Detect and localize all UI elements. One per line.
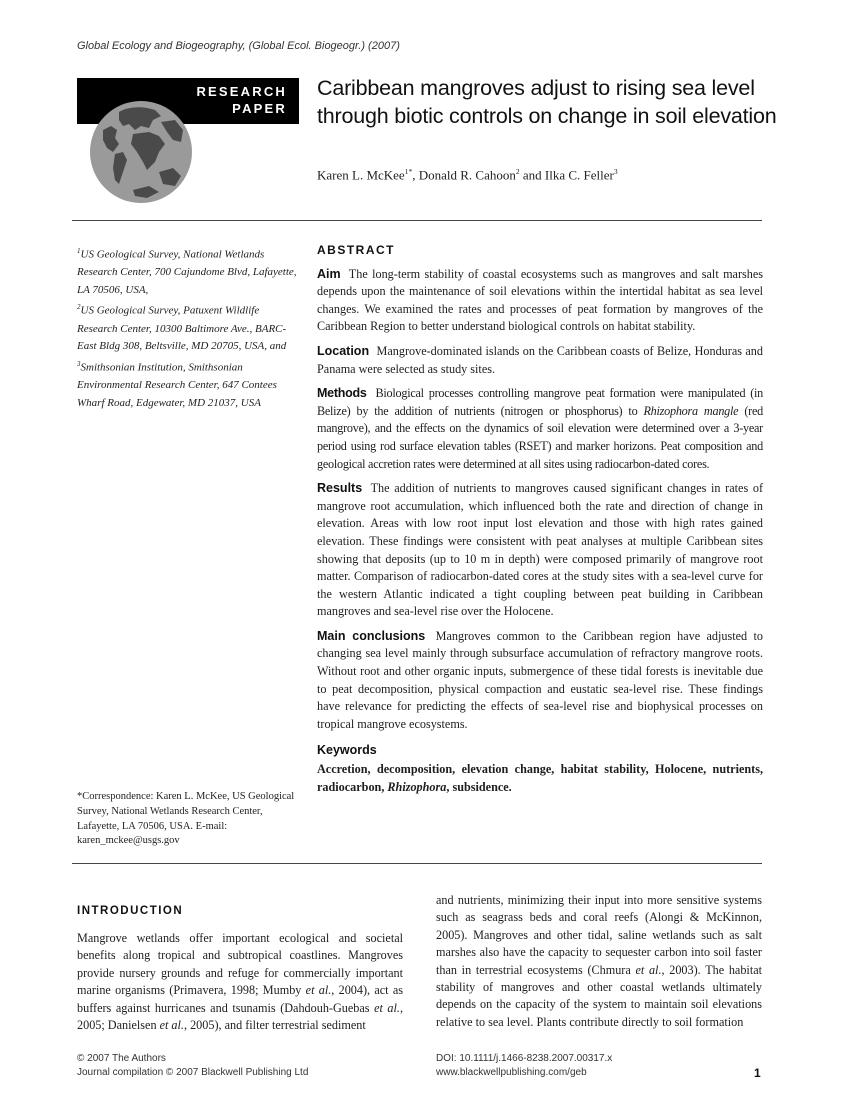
affiliation-text: US Geological Survey, Patuxent Wildlife Research Center, 10300 Baltimore Ave., BARC-East Bldg 308, Beltsville, MD 20705, USA, and xyxy=(77,305,287,353)
et-al: et al. xyxy=(635,962,662,977)
abstract-aim xyxy=(317,266,763,336)
copyright-text: © 2007 The Authors xyxy=(77,1053,166,1064)
aim-text: The long-term stability of coastal ecosystems such as mangroves and salt marshes depends upon the maintenance of soil elevations within the intertidal habitat as sea level changes. We examined the rates and processes of peat formation by mangroves of the Caribbean Region to better understand biological controls on habitat stability. xyxy=(317,266,764,334)
conclusions-label: Main conclusions xyxy=(317,628,426,643)
header-divider xyxy=(72,220,762,221)
conclusions-text: Mangroves common to the Caribbean region have adjusted to changing sea level mainly through subsurface accumulation of refractory mangrove roots. Without root and other organic inputs, submergence of these tidal forests is inevitable due to peat decomposition, physical compaction and eustatic sea-level rise. These findings have relevance for predicting the effects of sea-level rise and biophysical processes on tropical mangrove ecosystems. xyxy=(317,628,763,731)
methods-label: Methods xyxy=(317,386,367,401)
compilation-text: Journal compilation © 2007 Blackwell Publishing Ltd xyxy=(77,1067,309,1078)
species-name: Rhizophora mangle xyxy=(643,403,739,418)
affil-mark: 1 xyxy=(77,247,81,255)
badge-label xyxy=(196,83,287,117)
author-separator: , xyxy=(412,167,419,183)
author-affil-mark: 3 xyxy=(613,167,618,176)
keyword-species: Rhizophora xyxy=(387,779,447,794)
keywords-heading: Keywords xyxy=(317,743,377,758)
abstract-divider xyxy=(72,863,762,864)
et-al: et al. xyxy=(305,983,332,998)
badge-line-2: PAPER xyxy=(232,101,287,116)
author-name: Ilka C. Feller xyxy=(544,167,614,183)
keywords-text: Accretion, decomposition, elevation change, habitat stability, Holocene, nutrients, radiocarbon, xyxy=(317,762,763,794)
author-separator: and xyxy=(519,167,545,183)
author-affil-mark: 1* xyxy=(404,167,413,176)
affiliation-text: US Geological Survey, National Wetlands Research Center, 700 Cajundome Blvd, Lafayette, LA 70506, USA, xyxy=(77,248,297,296)
body-text: Mangrove wetlands offer important ecological and societal benefits along tropical and subtropical coastlines. Mangroves provide nursery grounds and refuge for commercially important marine organisms (Primavera, 1998; Mumby xyxy=(77,931,403,998)
correspondence-note: *Correspondence: Karen L. McKee, US Geological Survey, National Wetlands Research Center, Lafayette, LA 70506, USA. E-mail: karen_mckee@usgs.gov xyxy=(77,791,295,847)
running-head: Global Ecology and Biogeography, (Global Ecol. Biogeogr.) (2007) xyxy=(77,40,400,52)
body-text: , 2005), and filter terrestrial sediment xyxy=(183,1018,366,1033)
body-text: and nutrients, minimizing their input into more sensitive systems such as seagrass beds and coral reefs (Alongi & McKinnon, 2005). Mangroves and other tidal, saline wetlands such as salt marshes also have the capacity to sequester carbon into soil faster than in terrestrial ecosystems (Chmura xyxy=(436,893,762,977)
methods-text: Biological processes controlling mangrove peat formation were manipulated (in Belize) by the addition of nutrients (nitrogen or phosphorus) to xyxy=(317,386,763,418)
journal-url-link[interactable]: www.blackwellpublishing.com/geb xyxy=(436,1067,587,1078)
author-list xyxy=(317,167,618,183)
affiliations xyxy=(77,243,302,412)
aim-label: Aim xyxy=(317,266,341,281)
results-label: Results xyxy=(317,481,363,496)
results-text: The addition of nutrients to mangroves caused significant changes in rates of mangrove root accumulation, which influenced both the rate and direction of change in elevation. Areas with low root input lost elevation and those with high rates gained elevation. These findings were consistent with peat analyses at multiple Caribbean sites showing that deposits (up to 10 m in depth) were composed primarily of mangrove root matter. Comparison of radiocarbon-dated cores at the study sites with a sea-level curve for the western Atlantic indicated a tight coupling between peat building in Caribbean mangroves and sea-level rise over the Holocene. xyxy=(317,481,763,619)
intro-column-right xyxy=(436,892,762,1031)
affiliation-text: Smithsonian Institution, Smithsonian Environmental Research Center, 647 Contees Wharf Road, Edgewater, MD 21037, USA xyxy=(77,361,277,409)
page-number: 1 xyxy=(754,1066,761,1080)
introduction-heading: INTRODUCTION xyxy=(77,905,184,917)
body-text: , 2003). The habitat stability of mangroves and other coastal wetlands ultimately depends on the capacity of the system to maintain soil elevations relative to sea level. Plants contribute directly to soil formation xyxy=(436,962,763,1029)
et-al: et al. xyxy=(159,1018,184,1033)
globe-icon xyxy=(89,100,193,204)
location-text: Mangrove-dominated islands on the Caribbean coasts of Belize, Honduras and Panama were selected as study sites. xyxy=(317,343,763,376)
abstract-conclusions xyxy=(317,628,763,734)
abstract-methods xyxy=(317,385,763,473)
keywords-list xyxy=(317,761,763,796)
body-text: , 2004), act as buffers against hurricanes and tsunamis (Dahdouh-Guebas xyxy=(77,983,404,1015)
doi-text[interactable]: DOI: 10.1111/j.1466-8238.2007.00317.x xyxy=(436,1053,613,1064)
badge-line-1: RESEARCH xyxy=(196,84,287,99)
abstract-location xyxy=(317,343,763,378)
abstract-heading: ABSTRACT xyxy=(317,243,395,257)
author-name: Karen L. McKee xyxy=(317,167,405,183)
paper-title: Caribbean mangroves adjust to rising sea level through biotic controls on change in soil elevation xyxy=(317,76,777,128)
keywords-text: , subsidence. xyxy=(446,779,512,794)
location-label: Location xyxy=(317,343,370,358)
methods-text: (red mangrove), and the effects on the dynamics of soil elevation were determined over a 3-year period using rod surface elevation tables (RSET) and marker horizons. Peat composition and geological accretion rates were determined at all sites using radiocarbon-dated cores. xyxy=(317,403,763,471)
author-name: Donald R. Cahoon xyxy=(418,167,516,183)
body-text: , 2005; Danielsen xyxy=(77,1000,403,1033)
footer-copyright xyxy=(77,1052,308,1080)
footer-doi xyxy=(436,1052,612,1080)
affil-mark: 3 xyxy=(77,359,81,368)
affil-mark: 2 xyxy=(77,303,81,312)
abstract-section xyxy=(317,242,763,796)
author-affil-mark: 2 xyxy=(515,167,520,176)
abstract-results xyxy=(317,480,763,621)
intro-column-left xyxy=(77,930,403,1034)
et-al: et al. xyxy=(374,1000,400,1015)
